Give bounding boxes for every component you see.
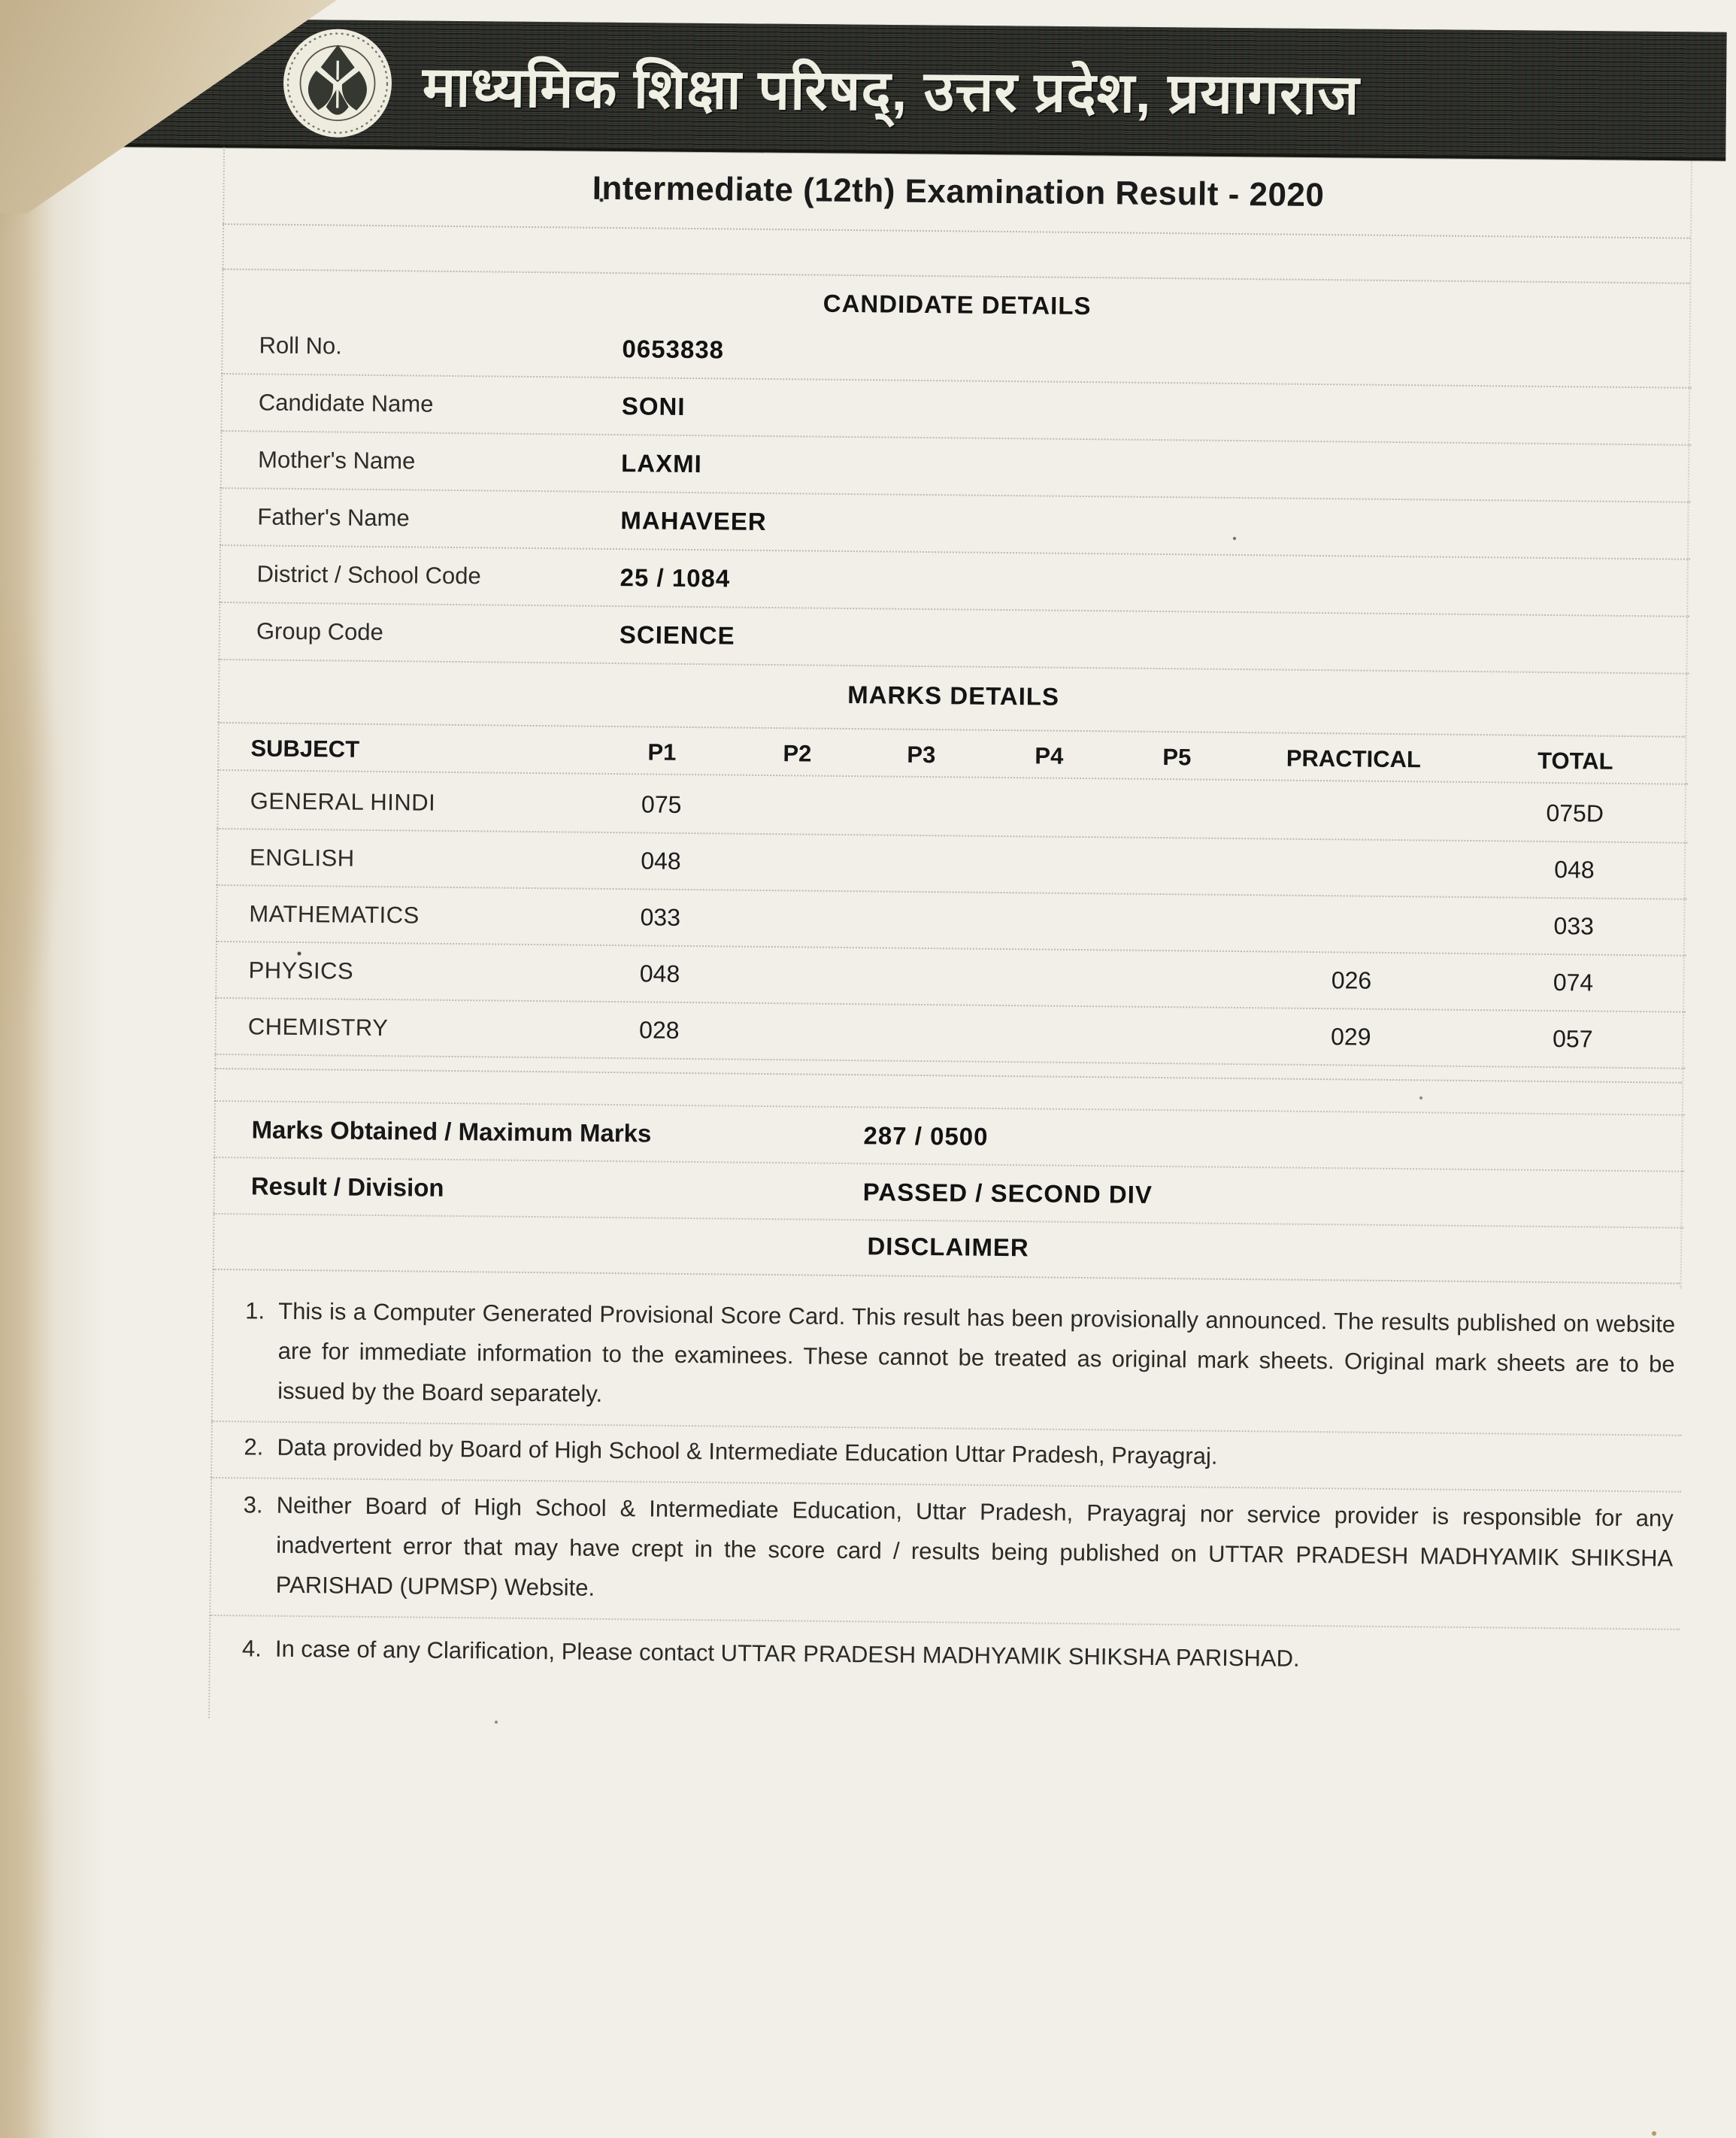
disclaimer-list <box>209 1286 1683 1693</box>
p3-marks <box>856 920 983 921</box>
p4-marks <box>985 808 1113 809</box>
board-banner <box>112 18 1726 161</box>
summary-label: Result / Division <box>250 1171 444 1202</box>
total-marks: 075D <box>1546 799 1604 827</box>
p5-marks <box>1113 809 1241 811</box>
item-number: 1. <box>245 1297 265 1324</box>
p5-marks <box>1111 978 1239 980</box>
p4-marks <box>983 977 1111 978</box>
p5-marks <box>1110 1035 1238 1036</box>
total-marks: 048 <box>1554 856 1595 884</box>
divider <box>214 1068 1682 1084</box>
column-header-subject: SUBJECT <box>250 735 360 763</box>
scan-edge-artifact <box>0 0 113 2138</box>
result-sheet <box>208 154 1694 1823</box>
field-value: MAHAVEER <box>620 506 767 535</box>
column-header-p4: P4 <box>1035 742 1064 769</box>
column-header-total: TOTAL <box>1537 747 1613 775</box>
p3-marks <box>855 1033 983 1034</box>
p4-marks <box>984 864 1112 866</box>
disclaimer-item-1 <box>211 1286 1683 1436</box>
item-number: 4. <box>241 1635 262 1662</box>
disclaimer-item-4 <box>209 1616 1680 1693</box>
document-title: Intermediate (12th) Examination Result - 2020 <box>592 169 1325 214</box>
p5-marks <box>1112 866 1240 867</box>
practical-marks <box>1241 811 1466 813</box>
divider <box>223 223 1690 239</box>
item-text: This is a Computer Generated Provisional Score Card. This result has been provisionally announced. The results published on website are for immediate information to the examinees. These cannot be treated as original mark sheets. Original mark sheets are to be issued by the Board separately. <box>277 1297 1676 1407</box>
column-header-p5: P5 <box>1162 744 1192 771</box>
p1-marks: 048 <box>639 960 680 987</box>
up-board-emblem-icon <box>280 26 394 140</box>
item-number: 2. <box>244 1433 264 1460</box>
total-marks: 033 <box>1553 912 1595 940</box>
column-header-p3: P3 <box>907 741 936 769</box>
subject-name: MATHEMATICS <box>249 899 420 929</box>
p2-marks <box>737 805 857 807</box>
item-number: 3. <box>243 1491 263 1518</box>
disclaimer-heading: DISCLAIMER <box>867 1232 1029 1262</box>
field-label: Father's Name <box>257 503 410 532</box>
divider <box>213 1269 1680 1284</box>
divider <box>223 268 1690 284</box>
summary-label: Marks Obtained / Maximum Marks <box>251 1114 652 1148</box>
p3-marks <box>856 863 984 865</box>
subject-name: ENGLISH <box>249 843 355 872</box>
p2-marks <box>735 918 856 920</box>
field-label: District / School Code <box>256 560 481 590</box>
total-marks: 057 <box>1552 1025 1593 1053</box>
result-summary <box>213 1100 1684 1229</box>
p2-marks <box>735 975 856 976</box>
column-header-p1: P1 <box>647 738 677 766</box>
field-label: Group Code <box>256 617 383 646</box>
summary-value: PASSED / SECOND DIV <box>862 1177 1153 1209</box>
p1-marks: 033 <box>640 903 681 931</box>
p4-marks <box>983 920 1111 922</box>
summary-value: 287 / 0500 <box>863 1121 989 1151</box>
board-name-hindi: माध्यमिक शिक्षा परिषद्, उत्तर प्रदेश, प्रयागराज <box>422 55 1360 126</box>
candidate-details-table <box>219 317 1692 675</box>
candidate-details-heading: CANDIDATE DETAILS <box>823 289 1092 320</box>
item-text: Neither Board of High School & Intermediate Education, Uttar Pradesh, Prayagraj nor service provider is responsible for any inadvertent error that may have crept in the score card / results being published on UTTAR PRADESH MADHYAMIK SHIKSHA PARISHAD (UPMSP) Website. <box>275 1491 1674 1601</box>
marks-table-body <box>215 773 1689 1069</box>
item-text: In case of any Clarification, Please contact UTTAR PRADESH MADHYAMIK SHIKSHA PARISHAD. <box>274 1635 1300 1672</box>
p1-marks: 028 <box>638 1016 680 1044</box>
field-value: LAXMI <box>620 449 702 478</box>
practical-marks: 029 <box>1330 1023 1371 1051</box>
p4-marks <box>983 1033 1110 1035</box>
field-value: SONI <box>621 392 686 420</box>
field-label: Mother's Name <box>257 446 416 475</box>
field-value: 25 / 1084 <box>620 563 731 593</box>
practical-marks: 026 <box>1331 966 1372 994</box>
field-value: 0653838 <box>622 335 725 364</box>
p2-marks <box>735 1031 855 1033</box>
disclaimer-item-3 <box>209 1478 1681 1630</box>
subject-name: GENERAL HINDI <box>250 787 436 816</box>
p3-marks <box>857 807 985 808</box>
marks-details-heading: MARKS DETAILS <box>847 681 1060 711</box>
item-text: Data provided by Board of High School & Intermediate Education Uttar Pradesh, Prayagraj. <box>277 1433 1218 1469</box>
column-header-practical: PRACTICAL <box>1286 745 1422 773</box>
field-value: SCIENCE <box>619 620 735 650</box>
subject-name: CHEMISTRY <box>247 1012 389 1041</box>
p1-marks: 048 <box>641 847 681 875</box>
p2-marks <box>736 862 856 863</box>
p5-marks <box>1111 922 1239 923</box>
field-label: Candidate Name <box>258 389 434 417</box>
subject-name: PHYSICS <box>248 956 354 984</box>
column-header-p2: P2 <box>783 740 812 767</box>
practical-marks <box>1240 867 1465 869</box>
field-label: Roll No. <box>259 332 342 359</box>
p3-marks <box>856 976 983 978</box>
practical-marks <box>1239 923 1465 926</box>
total-marks: 074 <box>1553 969 1594 996</box>
p1-marks: 075 <box>641 790 682 818</box>
